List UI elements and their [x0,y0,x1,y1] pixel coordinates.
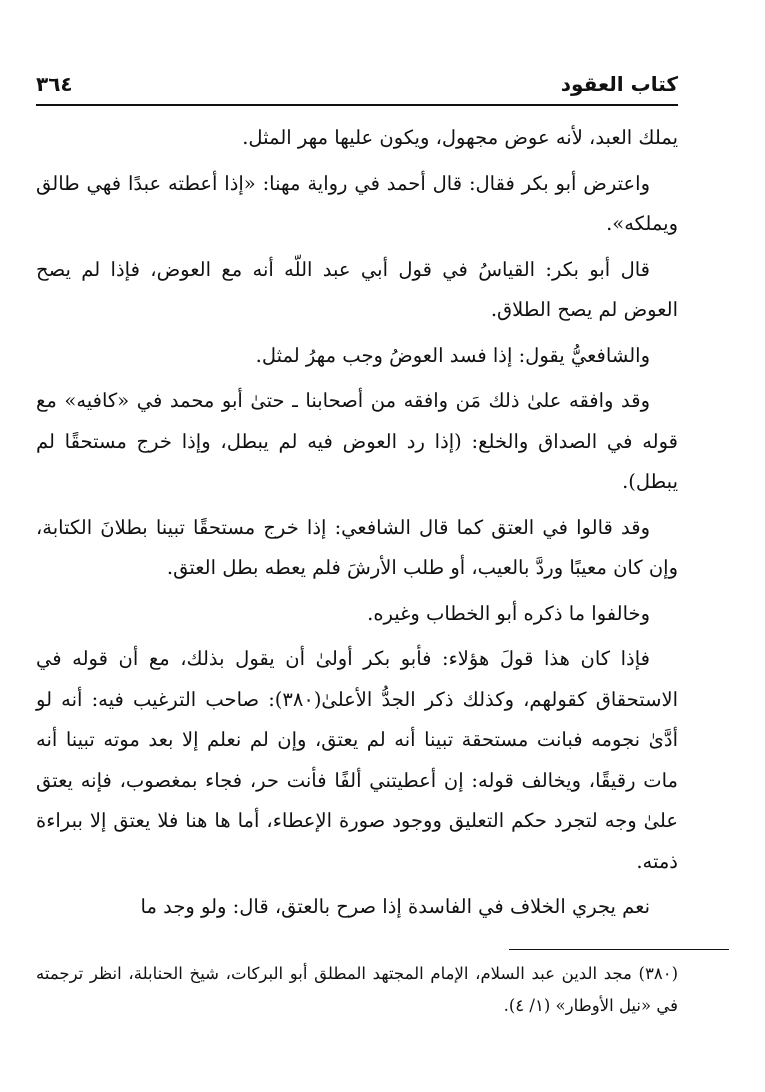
paragraph: يملك العبد، لأنه عوض مجهول، ويكون عليها مهر المثل. [242,126,678,149]
paragraph: نعم يجري الخلاف في الفاسدة إذا صرح بالعتق، قال: ولو وجد ما [140,895,650,918]
page-header [36,72,678,106]
paragraph: وقد قالوا في العتق كما قال الشافعي: إذا خرج مستحقًا تبينا بطلانَ الكتابة، وإن كان معيبًا وردَّ بالعيب، أو طلب الأرشَ فلم يعطه بطل العتق. [36,515,678,579]
paragraph: وقد وافقه علىٰ ذلك مَن وافقه من أصحابنا ـ حتىٰ أبو محمد في «كافيه» مع قوله في الصداق والخلع: (إذا رد العوض فيه لم يبطل، وإذا خرج مستحقًا لم يبطل). [36,389,678,493]
paragraph: واعترض أبو بكر فقال: قال أحمد في رواية مهنا: «إذا أعطته عبدًا فهي طالق ويملكه». [36,171,678,235]
page-number: ٣٦٤ [36,72,73,96]
main-text [36,118,678,933]
paragraph: والشافعيُّ يقول: إذا فسد العوضُ وجب مهرُ لمثل. [255,343,650,367]
footnotes [36,958,678,1022]
footnote: (٣٨٠) مجد الدين عبد السلام، الإمام المجتهد المطلق أبو البركات، شيخ الحنابلة، انظر ترجمته في «نيل الأوطار» (١/ ٤). [36,964,678,1015]
paragraph: قال أبو بكر: القياسُ في قول أبي عبد اللّه أنه مع العوض، فإذا لم يصح العوض لم يصح الطلاق. [36,257,678,321]
footnote-divider [509,949,729,950]
paragraph: فإذا كان هذا قولَ هؤلاء: فأبو بكر أولىٰ أن يقول بذلك، مع أن قوله في الاستحقاق كقولهم، وكذلك ذكر الجدُّ الأعلىٰ(٣٨٠): صاحب الترغيب فيه: أنه لو أدَّىٰ نجومه فبانت مستحقة تبينا أنه لم يعتق، وإن لم نعلم إلا بعد موته تبينا أنه مات رقيقًا، ويخالف قوله: إن أعطيتني ألفًا فأنت حر، فجاء بمغصوب، فإنه يعتق علىٰ وجه لتجرد حكم التعليق ووجود صورة الإعطاء، أما ها هنا فلا يعتق إلا ببراءة ذمته. [36,647,678,873]
running-title: كتاب العقود [560,72,678,96]
paragraph: وخالفوا ما ذكره أبو الخطاب وغيره. [367,601,650,625]
